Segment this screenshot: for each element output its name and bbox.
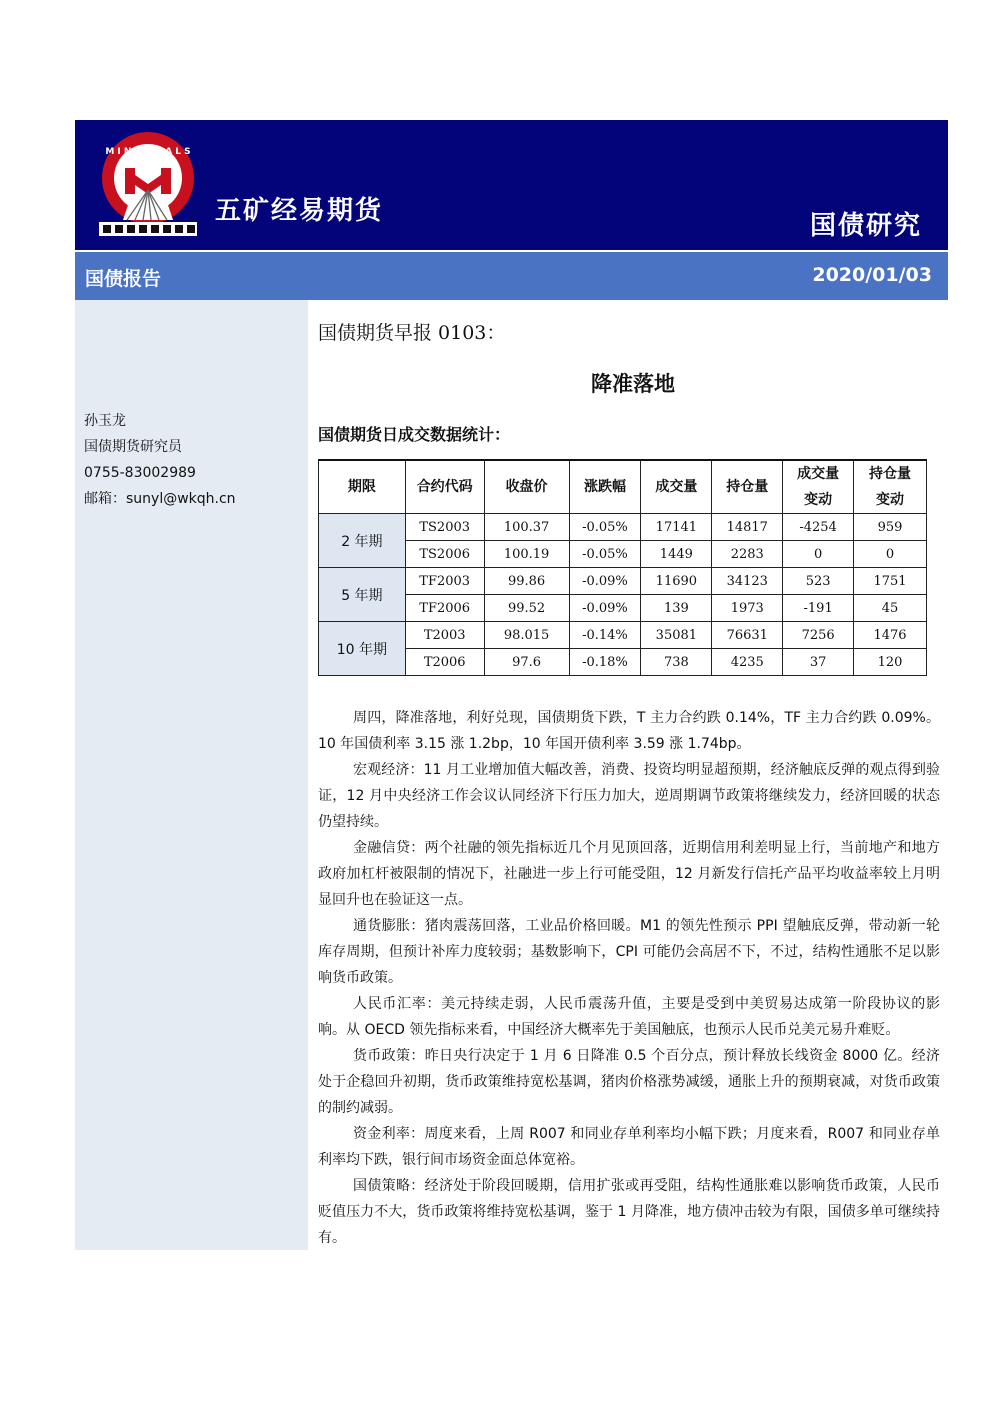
table-cell: 959 (854, 514, 927, 541)
table-cell: 1751 (854, 568, 927, 595)
table-header-cell: 涨跌幅 (569, 460, 641, 514)
table-cell: 1973 (712, 595, 783, 622)
table-cell: -0.09% (569, 595, 641, 622)
table-header-cell: 收盘价 (484, 460, 569, 514)
table-cell: -0.14% (569, 622, 641, 649)
paragraph: 宏观经济：11 月工业增加值大幅改善，消费、投资均明显超预期，经济触底反弹的观点得到验证，12 月中央经济工作会议认同经济下行压力加大，逆周期调节政策将继续发力，经济回暖的状态仍望持续。 (318, 762, 940, 830)
sidebar (75, 300, 308, 1250)
table-row (319, 649, 927, 676)
table-cell: T2006 (405, 649, 484, 676)
table-cell: 99.52 (484, 595, 569, 622)
table-cell: 34123 (712, 568, 783, 595)
table-body (319, 514, 927, 676)
section-title: 国债研究 (809, 211, 922, 241)
trading-stats-table (318, 459, 927, 676)
report-date: 2020/01/03 (812, 264, 932, 286)
table-cell: 738 (641, 649, 712, 676)
period-cell: 2 年期 (319, 514, 406, 568)
table-cell: 100.19 (484, 541, 569, 568)
table-cell: -0.09% (569, 568, 641, 595)
table-cell: 120 (854, 649, 927, 676)
period-cell: 10 年期 (319, 622, 406, 676)
table-cell: TF2006 (405, 595, 484, 622)
table-cell: -0.18% (569, 649, 641, 676)
table-header-cell: 持仓量 变动 (854, 460, 927, 514)
analysis-text (318, 705, 940, 1251)
paragraph: 金融信贷：两个社融的领先指标近几个月见顶回落，近期信用利差明显上行，当前地产和地方政府加杠杆被限制的情况下，社融进一步上行可能受阻，12 月新发行信托产品平均收益率较上月明显回升也在验证这一点。 (318, 840, 940, 908)
author-email[interactable]: 邮箱：sunyl@wkqh.cn (84, 491, 236, 507)
table-header-cell: 期限 (319, 460, 406, 514)
table-cell: 139 (641, 595, 712, 622)
table-cell: 4235 (712, 649, 783, 676)
table-cell: 97.6 (484, 649, 569, 676)
table-cell: 99.86 (484, 568, 569, 595)
author-role: 国债期货研究员 (84, 439, 182, 455)
paragraph: 通货膨胀：猪肉震荡回落，工业品价格回暖。M1 的领先性预示 PPI 望触底反弹，带动新一轮库存周期，但预计补库力度较弱；基数影响下，CPI 可能仍会高居不下，不过，结构性通胀不足以影响货币政策。 (318, 918, 940, 986)
table-cell: 1476 (854, 622, 927, 649)
report-title: 国债期货早报 0103： (318, 322, 506, 344)
table-cell: 45 (854, 595, 927, 622)
table-cell: 523 (783, 568, 854, 595)
table-header-cell: 成交量 变动 (783, 460, 854, 514)
table-cell: -191 (783, 595, 854, 622)
period-cell: 5 年期 (319, 568, 406, 622)
table-cell: -0.05% (569, 514, 641, 541)
table-row (319, 622, 927, 649)
table-cell: 11690 (641, 568, 712, 595)
table-cell: 0 (854, 541, 927, 568)
table-cell: TS2003 (405, 514, 484, 541)
table-cell: 100.37 (484, 514, 569, 541)
paragraph: 货币政策：昨日央行决定于 1 月 6 日降准 0.5 个百分点，预计释放长线资金 8000 亿。经济处于企稳回升初期，货币政策维持宽松基调，猪肉价格涨势减缓，通胀上升的预期衰减，对货币政策的制约减弱。 (318, 1048, 940, 1116)
header-banner (75, 120, 948, 250)
table-cell: 2283 (712, 541, 783, 568)
table-cell: 35081 (641, 622, 712, 649)
paragraph: 国债策略：经济处于阶段回暖期，信用扩张或再受阻，结构性通胀难以影响货币政策，人民币贬值压力不大，货币政策将维持宽松基调，鉴于 1 月降准，地方债冲击较为有限，国债多单可继续持有。 (318, 1178, 940, 1246)
table-row (319, 514, 927, 541)
table-cell: T2003 (405, 622, 484, 649)
table-row (319, 541, 927, 568)
table-header-row (319, 460, 927, 514)
report-subheader (75, 252, 948, 300)
author-info (84, 408, 236, 512)
table-cell: -0.05% (569, 541, 641, 568)
paragraph: 周四，降准落地，利好兑现，国债期货下跌，T 主力合约跌 0.14%，TF 主力合约跌 0.09%。10 年国债利率 3.15 涨 1.2bp，10 年国开债利率 3.59 涨 1.74bp。 (318, 710, 940, 752)
table-title: 国债期货日成交数据统计： (318, 425, 511, 444)
table-row (319, 568, 927, 595)
table-header-cell: 合约代码 (405, 460, 484, 514)
table-cell: 0 (783, 541, 854, 568)
table-cell: 37 (783, 649, 854, 676)
table-cell: 1449 (641, 541, 712, 568)
report-headline: 降准落地 (591, 372, 675, 396)
table-cell: 98.015 (484, 622, 569, 649)
paragraph: 资金利率：周度来看，上周 R007 和同业存单利率均小幅下跌；月度来看，R007 和同业存单利率均下跌，银行间市场资金面总体宽裕。 (318, 1126, 940, 1168)
table-cell: 17141 (641, 514, 712, 541)
company-name: 五矿经易期货 (215, 196, 384, 226)
report-type: 国债报告 (85, 268, 162, 290)
table-header-cell: 持仓量 (712, 460, 783, 514)
table-cell: -4254 (783, 514, 854, 541)
author-phone: 0755-83002989 (84, 465, 196, 481)
table-cell: 7256 (783, 622, 854, 649)
table-row (319, 595, 927, 622)
table-cell: TF2003 (405, 568, 484, 595)
table-cell: 14817 (712, 514, 783, 541)
table-header-cell: 成交量 (641, 460, 712, 514)
svg-text:M I N M E T A L S: M I N M E T A L S (105, 147, 191, 157)
author-name: 孙玉龙 (84, 413, 126, 429)
minmetals-logo-icon (95, 130, 201, 240)
paragraph: 人民币汇率：美元持续走弱，人民币震荡升值，主要是受到中美贸易达成第一阶段协议的影响。从 OECD 领先指标来看，中国经济大概率先于美国触底，也预示人民币兑美元易升难贬。 (318, 996, 940, 1038)
table-cell: TS2006 (405, 541, 484, 568)
table-cell: 76631 (712, 622, 783, 649)
